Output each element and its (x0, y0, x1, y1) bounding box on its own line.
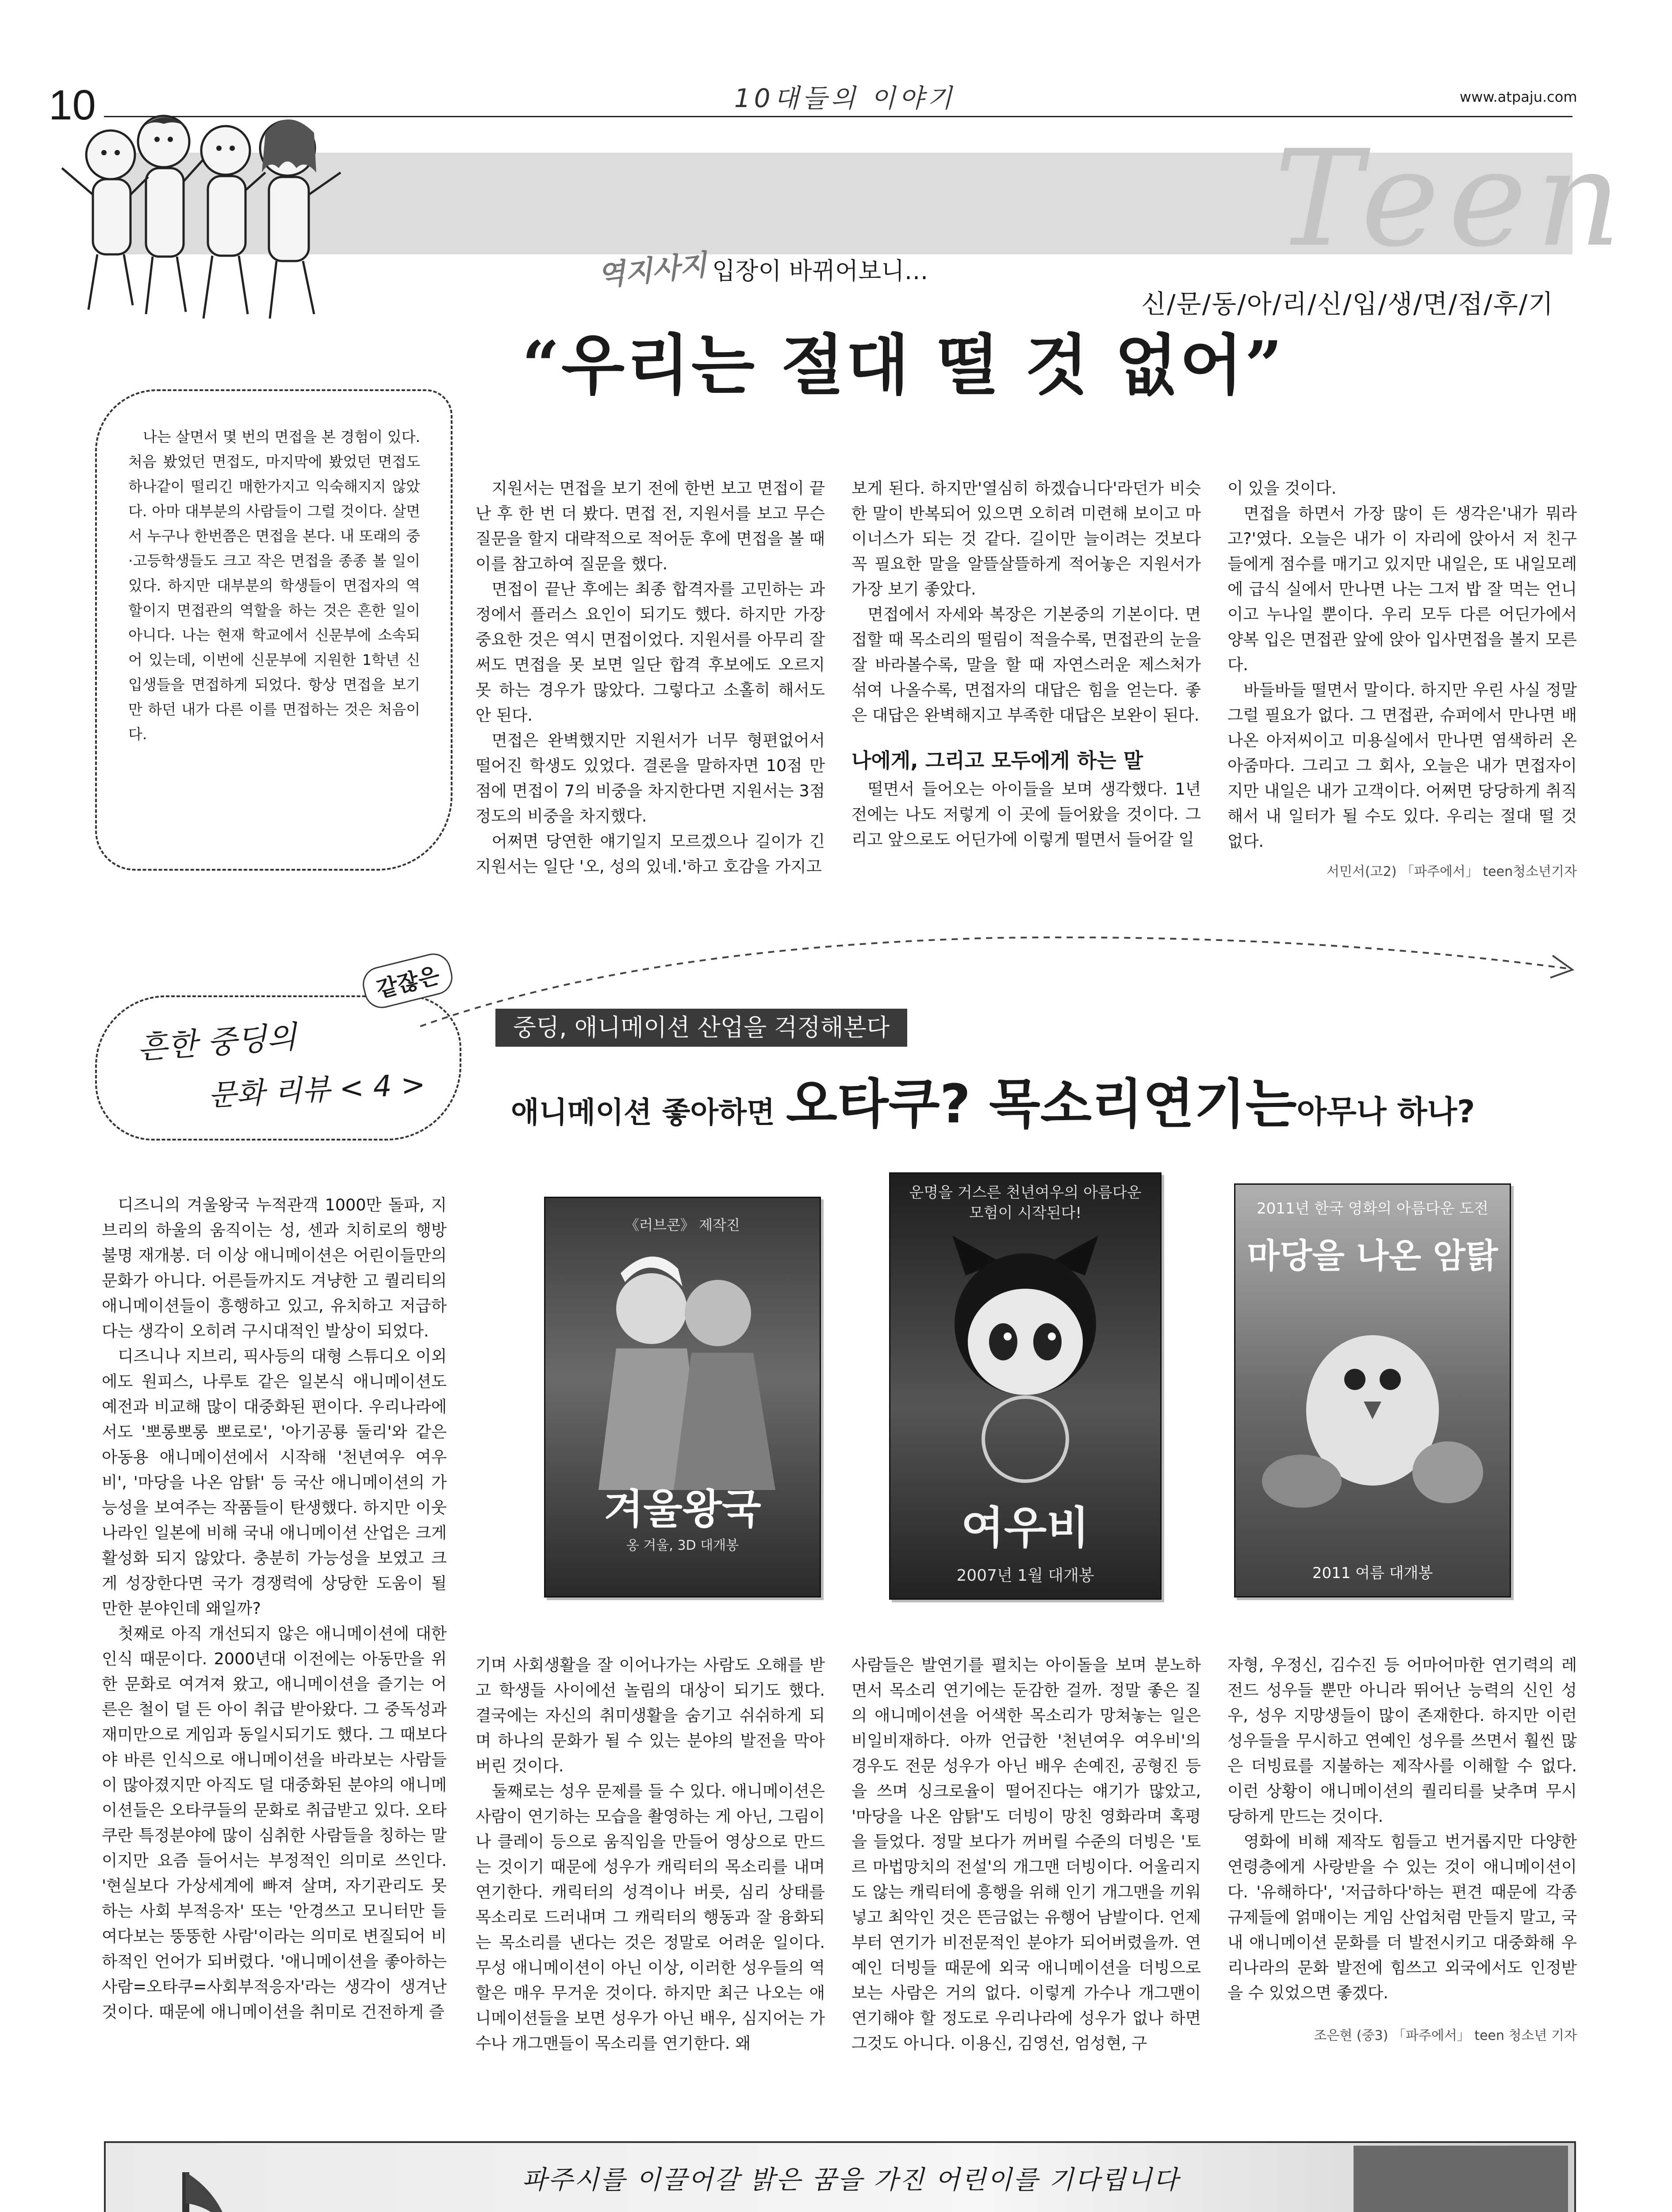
intro-text: 나는 살면서 몇 번의 면접을 본 경험이 있다. 처음 봤었던 면접도, 마지막에 봤었던 면접도 하나같이 떨리긴 매한가지고 익숙해지지 않았다. 아마 대부분의 사람들이 그럴 것이다. 살면서 누구나 한번쯤은 면접을 본다. 내 또래의 중·고등학생들도 크고 작은 면접을 종종 볼 일이 있다. 하지만 대부분의 학생들이 면접자의 역할이지 면접관의 역할을 하는 것은 흔한 일이 아니다. 나는 현재 학교에서 신문부에 소속되어 있는데, 이번에 신문부에 지원한 1학년 신입생들을 면접하게 되었다. 항상 면접을 보기만 하던 내가 다른 이를 면접하는 것은 처음이다. (128, 428, 420, 743)
website-url: www.atpaju.com (1460, 88, 1577, 105)
article1-col1 (476, 476, 825, 879)
paragraph: 어쩌면 당연한 얘기일지 모르겠으나 길이가 긴 지원서는 일단 '오, 성의 있네.'하고 호감을 가지고 (476, 832, 825, 876)
paragraph: 보게 된다. 하지만'열심히 하겠습니다'라던가 비슷한 말이 반복되어 있으면 오히려 미련해 보이고 마이너스가 되는 것 같다. 길이만 늘이려는 것보다 꼭 필요한 말을 알뜰살뜰하게 적어놓은 지원서가 가장 보기 좋았다. (851, 479, 1201, 599)
section-title: 10대들의 이야기 (734, 83, 956, 113)
poster-yeobi (889, 1172, 1162, 1600)
review-badge: 같잖은 (359, 950, 456, 1012)
paragraph: 면접에서 자세와 복장은 기본중의 기본이다. 면접할 때 목소리의 떨림이 적을수록, 면접관의 눈을 잘 바라볼수록, 말을 할 때 자연스러운 제스처가 섞여 나올수록, 면접자의 대답은 힘을 얻는다. 좋은 대답은 완벽해지고 부족한 대답은 보완이 된다. (851, 605, 1201, 725)
article1-byline: 서민서(고2) 「파주에서」 teen청소년기자 (1327, 864, 1577, 879)
paragraph: 면접이 끝난 후에는 최종 합격자를 고민하는 과정에서 플러스 요인이 되기도 했다. 하지만 가장 중요한 것은 역시 면접이었다. 지원서를 아무리 잘 써도 면접을 못 보면 일단 합격 후보에도 오르지 못 하는 경우가 많았다. 그렇다고 소홀히 해서도 안 된다. (476, 580, 825, 725)
article-kicker: 신/문/동/아/리/신/입/생/면/접/후/기 (1141, 289, 1554, 319)
poster-top-text: 운명을 거스른 천년여우의 아름다운 모험이 시작된다! (909, 1184, 1142, 1222)
page-number: 10 (49, 81, 96, 129)
music-note-icon (119, 2154, 248, 2212)
paragraph: 면접은 완벽했지만 지원서가 너무 형편없어서 떨어진 학생도 있었다. 결론을 말하자면 10점 만점에 면접이 7의 비중을 차지한다면 지원서는 3점 정도의 비중을 차지했다. (476, 731, 825, 826)
poster-title: 겨울왕국 (604, 1486, 761, 1533)
article2-col4 (1227, 1652, 1577, 2048)
poster-art (926, 1236, 1125, 1483)
paragraph: 사람들은 발연기를 펼치는 아이돌을 보며 분노하면서 목소리 연기에는 둔감한 걸까. 정말 좋은 질의 애니메이션을 어색한 목소리가 망쳐놓는 일은 비일비재하다. 아까 언급한 '천년여우 여우비'의 경우도 전문 성우가 아닌 배우 손예진, 공형진 등을 쓰며 싱크로율이 떨어진다는 얘기가 많았고, '마당을 나온 암탉'도 더빙이 망친 영화라며 혹평을 들었다. 정말 보다가 꺼버릴 수준의 더빙은 '토르 마법망치의 전설'의 개그맨 더빙이다. 어울리지도 않는 캐릭터에 흥행을 위해 인기 개그맨을 끼워넣고 최악인 것은 뜬금없는 유행어 남발이다. 언제부터 연기가 비전문적인 분야가 되어버렸을까. 연예인 더빙들 때문에 외국 애니메이션을 더빙으로 보는 사람은 거의 없다. 이렇게 가수나 개그맨이 연기해야 할 정도로 우리나라에 성우가 없나 하면 그것도 아니다. 이용신, 김영선, 엄성현, 구 (851, 1655, 1201, 2053)
review-title-line2: 문화 리뷰 < 4 > (207, 1067, 426, 1113)
article-headline: “우리는 절대 떨 것 없어” (522, 326, 1285, 403)
paragraph: 지원서는 면접을 보기 전에 한번 보고 면접이 끝난 후 한 번 더 봤다. 면접 전, 지원서를 보고 무슨 질문을 할지 대략적으로 적어둔 후에 면접을 볼 때 이를 참고하여 질문을 했다. (476, 479, 825, 573)
paragraph: 떨면서 들어오는 아이들을 보며 생각했다. 1년 전에는 나도 저렇게 이 곳에 들어왔을 것이다. 그리고 앞으로도 어딘가에 이렇게 떨면서 들어갈 일 (851, 780, 1201, 849)
article2-banner: 중딩, 애니메이션 산업을 걱정해본다 (495, 1009, 907, 1047)
series-label: 역지사지 (596, 249, 709, 293)
paragraph: 이 있을 것이다. (1227, 479, 1337, 498)
poster-leafie (1234, 1183, 1511, 1598)
kids-illustration (58, 106, 367, 345)
poster-frozen (544, 1197, 821, 1598)
paragraph: 첫째로 아직 개선되지 않은 애니메이션에 대한 인식 때문이다. 2000년대 이전에는 아동만을 위한 문화로 여겨져 왔고, 애니메이션을 즐기는 어른은 철이 덜 든 아이 취급 받아왔다. 그 중독성과 재미만으로 게임과 동일시되기도 했다. 그 때보다야 바른 인식으로 애니메이션을 바라보는 사람들이 많아졌지만 아직도 덜 대중화된 분야의 애니메이션들은 오타쿠들의 문화로 취급받고 있다. 오타쿠란 특정분야에 많이 심취한 사람들을 칭하는 말이지만 요즘 들어서는 부정적인 의미로 쓰인다. '현실보다 가상세계에 빠져 살며, 자기관리도 못하는 사회 부적응자' 또는 '안경쓰고 모니터만 들여다보는 뚱뚱한 사람'이라는 의미로 변질되어 비하적인 언어가 되버렸다. '애니메이션을 좋아하는 사람=오타쿠=사회부적응자'라는 생각이 생겨난 것이다. 때문에 애니메이션을 취미로 건전하게 즐 (102, 1624, 447, 2021)
paragraph: 면접을 하면서 가장 많이 든 생각은'내가 뭐라고?'였다. 오늘은 내가 이 자리에 앉아서 저 친구들에게 점수를 매기고 있지만 내일은, 또 내일모레에 급식 실에서 만나면 나는 그저 밥 잘 먹는 언니이고 누나일 뿐이다. 우리 모두 다른 어딘가에서 양복 입은 면접관 앞에 앉아 입사면접을 볼지 모른다. (1227, 504, 1577, 674)
article1-col3 (1227, 476, 1577, 884)
choir-photo (1354, 2146, 1568, 2212)
paragraph: 자형, 우정신, 김수진 등 어마어마한 연기력의 레전드 성우들 뿐만 아니라 뛰어난 능력의 신인 성우, 성우 지망생들이 많이 존재한다. 하지만 이런 성우들을 무시하고 연예인 성우를 쓰면서 훨씬 많은 더빙료를 지불하는 제작사를 이해할 수 없다. 이런 상황이 애니메이션의 퀄리티를 낮추며 무시당하게 만드는 것이다. (1227, 1655, 1577, 1826)
poster-subtitle: 2007년 1월 대개봉 (956, 1567, 1094, 1585)
article1-subhead: 나에게, 그리고 모두에게 하는 말 (851, 749, 1143, 772)
poster-subtitle: 옹 겨울, 3D 대개봉 (626, 1538, 739, 1553)
poster-title: 여우비 (961, 1502, 1089, 1554)
poster-top-text: 2011년 한국 영화의 아름다운 도전 (1257, 1200, 1488, 1217)
series-tail: 입장이 바뀌어보니… (712, 257, 928, 285)
poster-art (1253, 1295, 1492, 1525)
teen-watermark: Teen (1274, 122, 1630, 276)
poster-top-text: 《러브콘》 제작진 (625, 1217, 740, 1233)
article2-headline (511, 1062, 1475, 1138)
paragraph: 기며 사회생활을 잘 이어나가는 사람도 오해를 받고 학생들 사이에선 놀림의 대상이 되기도 했다. 결국에는 자신의 취미생활을 숨기고 쉬쉬하게 되며 하나의 문화가 될 수 있는 분야의 발전을 막아버린 것이다. (476, 1655, 825, 1775)
headline-tail: 아무나 하나? (1296, 1094, 1475, 1130)
poster-subtitle: 2011 여름 대개봉 (1312, 1564, 1433, 1582)
article1-col2 (851, 476, 1201, 852)
article2-col2 (476, 1652, 825, 2056)
article2-lead-col (102, 1192, 447, 2024)
poster-art (572, 1242, 793, 1490)
paragraph: 디즈니의 겨울왕국 누적관객 1000만 돌파, 지브리의 하울의 움직이는 성, 센과 치히로의 행방불명 재개봉. 더 이상 애니메이션은 어린이들만의 문화가 아니다. 어른들까지도 겨냥한 고 퀄리티의 애니메이션들이 흥행하고 있고, 유치하고 저급하다는 생각이 오히려 구시대적인 발상이 되었다. (102, 1195, 447, 1340)
review-title-line1: 흔한 중딩의 (136, 1018, 298, 1066)
paragraph: 둘째로는 성우 문제를 들 수 있다. 애니메이션은 사람이 연기하는 모습을 촬영하는 게 아닌, 그림이나 클레이 등으로 움직임을 만들어 영상으로 만드는 것이기 때문에 성우가 캐릭터의 목소리를 내며 연기한다. 캐릭터의 성격이나 버릇, 심리 상태를 목소리로 드러내며 그 캐릭터의 행동과 잘 융화되는 목소리를 낸다는 것은 정말로 어려운 일이다. 무성 애니메이션이 아닌 이상, 이러한 성우들의 역할은 매우 무거운 것이다. 하지만 최근 나오는 애니메이션들을 보면 성우가 아닌 배우, 심지어는 가수나 개그맨들이 목소리를 연기한다. 왜 (476, 1782, 825, 2053)
headline-main: 오타쿠? 목소리연기는 (786, 1074, 1297, 1135)
paragraph: 영화에 비해 제작도 힘들고 번거롭지만 다양한 연령층에게 사랑받을 수 있는 것이 애니메이션이다. '유해하다', '저급하다'하는 편견 때문에 각종 규제들에 얽매이는 게임 산업처럼 만들지 말고, 국내 애니메이션 문화를 더 발전시키고 대중화해 우리나라의 문화 발전에 힘쓰고 외국에서도 인정받을 수 있었으면 좋겠다. (1227, 1832, 1577, 2002)
article2-col3 (851, 1652, 1201, 2056)
headline-lead: 애니메이션 좋아하면 (511, 1095, 775, 1129)
poster-title: 마당을 나온 암탉 (1247, 1236, 1498, 1275)
paragraph: 디즈니나 지브리, 픽사등의 대형 스튜디오 이외에도 원피스, 나루토 같은 일본식 애니메이션도 예전과 비교해 많이 대중화된 편이다. 우리나라에서도 '뽀롱뽀롱 뽀로로', '아기공룡 둘리'와 같은 아동용 애니메이션에서 시작해 '천년여우 여우비', '마당을 나온 암탉' 등 국산 애니메이션의 가능성을 보여주는 작품들이 탄생했다. 하지만 이웃나라인 일본에 비해 국내 애니메이션 산업은 크게 활성화 되지 않았다. 충분히 가능성을 보였고 크게 성장한다면 국가 경쟁력에 상당한 도움이 될 만한 분야인데 왜일까? (102, 1347, 447, 1618)
article2-byline: 조은현 (중3) 「파주에서」 teen 청소년 기자 (1314, 2028, 1577, 2043)
ad-tagline: 파주시를 이끌어갈 밝은 꿈을 가진 어린이를 기다립니다 (522, 2165, 1180, 2195)
ad-title (385, 2208, 1332, 2212)
paragraph: 바들바들 떨면서 말이다. 하지만 우린 사실 정말 그럴 필요가 없다. 그 면접관, 슈퍼에서 만나면 배 나온 아저씨이고 미용실에서 만나면 염색하러 온 아줌마다. 그리고 그 회사, 오늘은 내가 면접자이지만 내일은 내가 고객이다. 어쩌면 당당하게 취직해서 내 일터가 될 수도 있다. 우리는 절대 떨 것 없다. (1227, 680, 1577, 851)
